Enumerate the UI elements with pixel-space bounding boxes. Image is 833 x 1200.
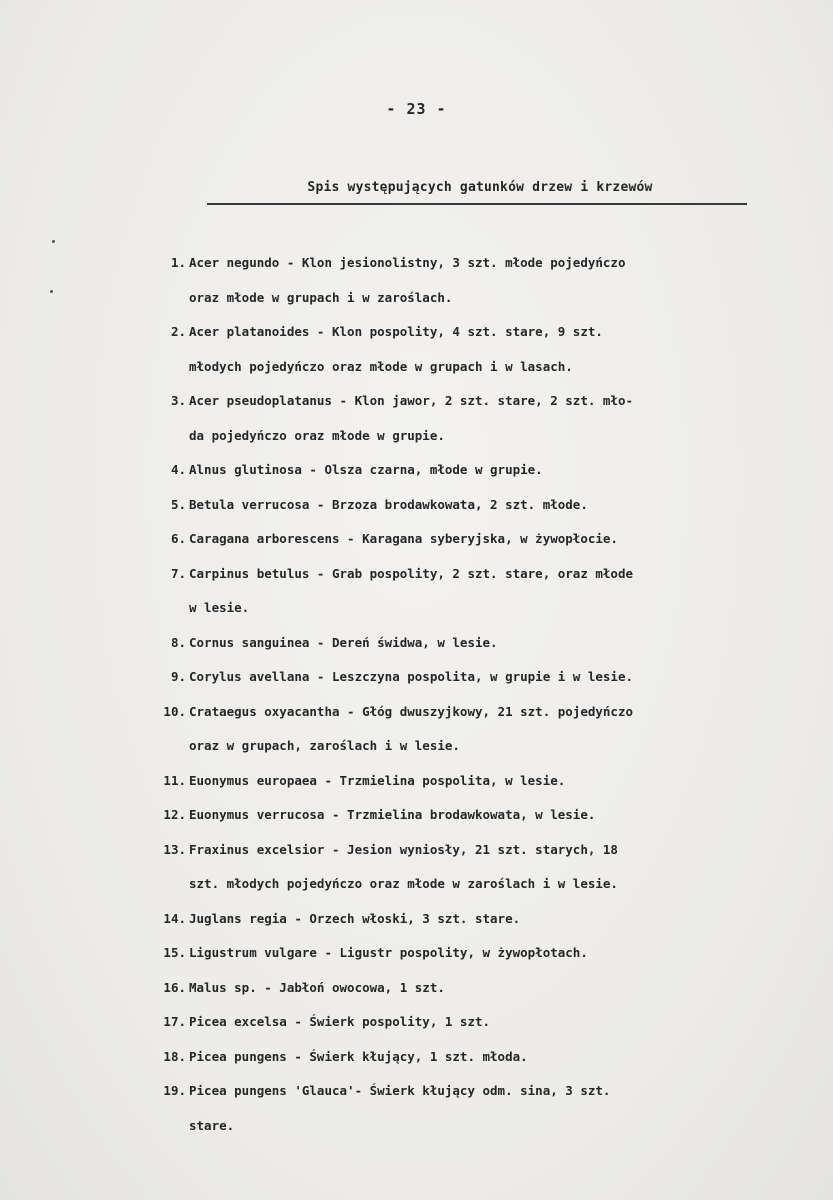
scan-speck	[52, 240, 55, 243]
scan-speck	[50, 290, 53, 293]
list-item-line: w lesie.	[189, 600, 250, 615]
list-item-line: Caragana arborescens - Karagana syberyjska, w żywopłocie.	[189, 531, 618, 546]
list-item	[150, 453, 810, 488]
list-item-line: oraz młode w grupach i w zaroślach.	[189, 289, 453, 305]
list-item-line: Acer negundo - Klon jesionolistny, 3 szt. młode pojedyńczo	[189, 255, 626, 270]
species-list	[150, 246, 810, 1143]
list-item-number: 12.	[163, 807, 186, 822]
list-item-line: Corylus avellana - Leszczyna pospolita, w grupie i w lesie.	[189, 669, 634, 684]
list-item-line: Alnus glutinosa - Olsza czarna, młode w grupie.	[189, 462, 543, 477]
list-item	[150, 488, 810, 523]
list-item-text	[189, 1074, 810, 1143]
list-item-line: Juglans regia - Orzech włoski, 3 szt. stare.	[189, 910, 521, 926]
list-item-line: da pojedyńczo oraz młode w grupie.	[189, 427, 445, 443]
list-item-number: 15.	[163, 945, 186, 960]
list-item-line: Betula verrucosa - Brzoza brodawkowata, 2 szt. młode.	[189, 496, 588, 512]
list-item-number: 17.	[163, 1014, 186, 1029]
list-item-text	[189, 798, 810, 833]
list-item-line: Cornus sanguinea - Dereń świdwa, w lesie.	[189, 634, 498, 650]
list-item-text	[189, 695, 810, 764]
list-item-text	[189, 626, 810, 661]
document-heading: Spis występujących gatunków drzew i krzewów	[307, 180, 653, 195]
list-item-line: Carpinus betulus - Grab pospolity, 2 szt. stare, oraz młode	[189, 565, 634, 581]
list-item	[150, 971, 810, 1006]
list-item-number: 2.	[170, 324, 186, 339]
list-item	[150, 1074, 810, 1143]
list-item-text	[189, 522, 810, 557]
list-item-text	[189, 246, 810, 315]
list-item-line: Picea excelsa - Świerk pospolity, 1 szt.	[189, 1014, 491, 1029]
list-item	[150, 936, 810, 971]
list-item-text	[189, 1005, 810, 1040]
list-item	[150, 660, 810, 695]
list-item-line: stare.	[189, 1117, 235, 1133]
list-item-number: 16.	[163, 979, 186, 995]
list-item-number: 11.	[163, 772, 186, 788]
list-item	[150, 557, 810, 626]
list-item-number: 6.	[170, 531, 186, 546]
list-item-text	[189, 833, 810, 902]
list-item-text	[189, 764, 810, 799]
list-item-text	[189, 557, 810, 626]
list-item-text	[189, 488, 810, 523]
list-item	[150, 1005, 810, 1040]
list-item-number: 4.	[170, 462, 186, 477]
list-item-number: 9.	[170, 669, 186, 684]
list-item-line: Acer pseudoplatanus - Klon jawor, 2 szt. stare, 2 szt. mło-	[189, 393, 634, 408]
list-item-text	[189, 1040, 810, 1075]
list-item-text	[189, 902, 810, 937]
list-item	[150, 384, 810, 453]
list-item-line: Fraxinus excelsior - Jesion wyniosły, 21 szt. starych, 18	[189, 841, 618, 857]
list-item	[150, 1040, 810, 1075]
list-item-number: 19.	[163, 1083, 186, 1098]
list-item-number: 7.	[170, 565, 186, 581]
list-item-number: 3.	[170, 393, 186, 408]
list-item-line: młodych pojedyńczo oraz młode w grupach i w lasach.	[189, 358, 573, 374]
list-item-text	[189, 384, 810, 453]
list-item-line: Malus sp. - Jabłoń owocowa, 1 szt.	[189, 979, 445, 995]
list-item-line: Acer platanoides - Klon pospolity, 4 szt. stare, 9 szt.	[189, 324, 603, 339]
list-item	[150, 833, 810, 902]
list-item-line: Crataegus oxyacantha - Głóg dwuszyjkowy, 21 szt. pojedyńczo	[189, 703, 634, 719]
list-item-number: 18.	[163, 1048, 186, 1064]
list-item-line: Euonymus europaea - Trzmielina pospolita, w lesie.	[189, 772, 566, 788]
list-item-line: oraz w grupach, zaroślach i w lesie.	[189, 738, 460, 753]
list-item	[150, 902, 810, 937]
list-item-line: szt. młodych pojedyńczo oraz młode w zaroślach i w lesie.	[189, 876, 618, 891]
list-item-text	[189, 936, 810, 971]
list-item-number: 1.	[170, 255, 186, 270]
list-item-text	[189, 453, 810, 488]
heading-underline	[207, 203, 747, 205]
list-item	[150, 798, 810, 833]
list-item-line: Picea pungens 'Glauca'- Świerk kłujący odm. sina, 3 szt.	[189, 1083, 611, 1098]
list-item-number: 10.	[163, 703, 186, 719]
list-item	[150, 246, 810, 315]
list-item-number: 14.	[163, 910, 186, 926]
list-item-line: Ligustrum vulgare - Ligustr pospolity, w żywopłotach.	[189, 945, 588, 960]
list-item-line: Euonymus verrucosa - Trzmielina brodawkowata, w lesie.	[189, 807, 596, 822]
list-item	[150, 764, 810, 799]
list-item-number: 5.	[170, 496, 186, 512]
list-item-number: 8.	[170, 634, 186, 650]
list-item	[150, 522, 810, 557]
list-item-line: Picea pungens - Świerk kłujący, 1 szt. młoda.	[189, 1048, 528, 1064]
list-item	[150, 315, 810, 384]
list-item-text	[189, 660, 810, 695]
list-item	[150, 695, 810, 764]
list-item	[150, 626, 810, 661]
list-item-text	[189, 315, 810, 384]
list-item-number: 13.	[163, 841, 186, 857]
page-number: - 23 -	[386, 100, 447, 118]
list-item-text	[189, 971, 810, 1006]
